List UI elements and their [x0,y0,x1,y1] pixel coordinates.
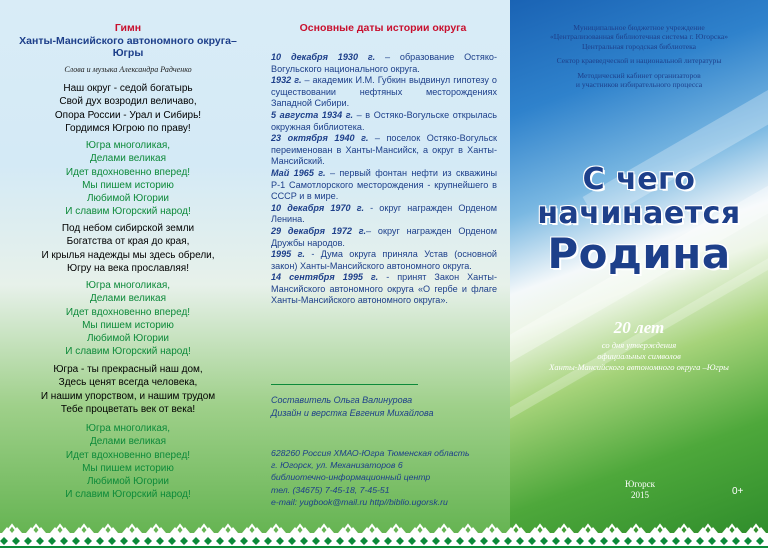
chorus-line: Идет вдохновенно вперед! [65,166,191,178]
chorus-line: И славим Югорский народ! [65,346,191,358]
chorus-line: Югра многоликая, [85,140,171,151]
chorus-line: И славим Югорский народ! [65,489,191,501]
cover-title-line-1: С чего [582,162,696,197]
chorus-line: Мы пишем историю [82,319,174,331]
chorus-line: Делами великая [89,436,167,448]
entry-text: - принят Закон Ханты-Мансийского автономного округа «О гербе и флаге Ханты-Мансийского автономного округа». [271,272,497,306]
address-line: библиотечно-информационный центр [271,472,431,483]
anthem-verse-1 [0,82,256,135]
history-entry [271,272,497,307]
entry-date: 10 декабря 1930 г. [271,52,376,62]
cover-title-line-3: Родина [547,229,731,278]
subtitle-line: официальных символов [597,351,681,361]
org-line: и участников избирательного процесса [575,80,703,90]
history-entry [271,52,497,75]
history-entry [271,168,497,203]
entry-date: 10 декабря 1970 г. [271,202,364,213]
anniversary-years: 20 лет [613,318,665,337]
verse-line: Здесь ценят всегда человека, [58,377,198,389]
anniversary-subtitle [510,340,768,373]
chorus-line: Любимой Югории [86,333,169,345]
history-entry [271,133,497,168]
verse-line: И крылья надежды мы здесь обрели, [41,249,215,261]
separator-line [271,384,418,385]
address-line: e-mail: yugbook@mail.ru http//biblio.ugorsk.ru [271,496,448,507]
chorus-line: Делами великая [89,153,167,165]
entry-text: – первый фонтан нефти из скважины Р-1 Самотлорского месторождения - крупнейшего в СССР и в мире. [271,167,498,202]
age-rating: 0+ [732,486,744,497]
verse-line: Свой дух возродил величаво, [59,96,197,108]
anthem-title [0,22,256,60]
contact-address [271,447,501,508]
history-entry [271,226,497,249]
chorus-line: Делами великая [89,293,167,305]
anthem-title-word: Гимн [114,22,142,34]
verse-line: И нашим упорством, и нашим трудом [40,390,216,402]
chorus-line: Любимой Югории [86,476,169,488]
org-line: Муниципальное бюджетное учреждение [573,23,705,32]
cover-panel [510,0,768,548]
history-title: Основные даты истории округа [299,22,467,34]
anthem-verse-3 [0,363,256,416]
entry-text: – в Остяко-Вогульске открылась окружная библиотека. [271,109,497,132]
ornament-pattern [0,515,768,548]
publication-year: 2015 [631,490,649,500]
entry-text: – поселок Остяко-Вогульск переименован в Ханты-Мансийск, а округ в Ханты-Мансийский. [271,133,497,167]
chorus-line: Мы пишем историю [82,462,174,474]
org-line: Сектор краеведческой и национальной литературы [556,56,722,66]
entry-text: – округ награжден Орденом Дружбы народов. [271,225,497,248]
verse-line: Югра - ты прекрасный наш дом, [53,364,203,375]
chorus-line: Идет вдохновенно вперед! [65,306,191,318]
chorus-line: Югра многоликая, [85,423,171,434]
address-line: г. Югорск, ул. Механизаторов 6 [271,460,403,471]
anthem-chorus-2 [0,279,256,359]
chorus-line: И славим Югорский народ! [65,206,191,218]
entry-text: - округ награжден Орденом Ленина. [271,202,497,225]
verse-line: Гордимся Югрою по праву! [65,122,191,134]
verse-line: Наш округ - седой богатырь [63,83,193,94]
credits [271,394,501,419]
anthem-title-region: Ханты-Мансийского автономного округа– [19,34,237,47]
anthem-authors: Слова и музыка Александра Радченко [64,65,192,74]
anthem-chorus-3 [0,422,256,502]
verse-line: Тебе процветать век от века! [60,403,196,415]
cover-title-line-2: начинается [537,196,741,231]
entry-date: 5 августа 1934 г. [271,109,354,120]
anthem-verse-2 [0,222,256,275]
org-line: Методический кабинет организаторов [577,70,701,80]
history-panel [256,0,510,548]
history-entry [271,75,497,110]
organization-block [510,23,768,89]
address-line: тел. (34675) 7-45-18, 7-45-51 [271,484,390,495]
verse-line: Богатства от края до края, [66,236,190,248]
history-entry [271,110,497,133]
history-entry [271,249,497,272]
entry-date: 1932 г. [271,75,302,86]
anthem-title-region-2: Югры [112,47,144,59]
entry-date: 29 декабря 1972 г. [271,225,367,236]
entry-date: Май 1965 г. [271,167,326,178]
ornament-border [0,515,768,548]
org-line: Центральная городская библиотека [581,41,697,51]
history-dates-list [271,52,497,307]
chorus-line: Югра многоликая, [85,280,171,291]
verse-line: Югру на века прославляя! [67,262,189,274]
history-entry [271,203,497,226]
anthem-chorus-1 [0,139,256,219]
subtitle-line: Ханты-Мансийского автономного округа –Югры [549,362,729,372]
entry-text: – образование Остяко-Вогульского национального округа. [271,52,497,74]
anthem-panel [0,0,256,548]
designer-credit: Дизайн и верстка Евгения Михайлова [271,407,434,418]
entry-date: 23 октября 1940 г. [271,133,369,144]
subtitle-line: со дня утверждения [601,340,677,350]
chorus-line: Идет вдохновенно вперед! [65,449,191,461]
entry-date: 14 сентября 1995 г. [271,272,379,283]
org-line: «Централизованная библиотечная система г. Югорска» [549,32,728,42]
city-name: Югорск [624,479,656,489]
chorus-line: Мы пишем историю [82,179,174,191]
address-line: 628260 Россия ХМАО-Югра Тюменская область [271,448,470,458]
entry-text: – академик И.М. Губкин выдвинул гипотезу о существовании нефтяных месторождениях Западной Сибири. [271,75,497,109]
entry-date: 1995 г. [271,249,305,260]
chorus-line: Любимой Югории [86,193,169,205]
verse-line: Опора России - Урал и Сибирь! [54,109,202,121]
compiler-credit: Составитель Ольга Валинурова [271,395,413,405]
entry-text: - Дума округа приняла Устав (основной закон) Ханты-Мансийского автономного округа. [271,249,497,271]
city-year [600,479,680,501]
verse-line: Под небом сибирской земли [61,223,195,234]
